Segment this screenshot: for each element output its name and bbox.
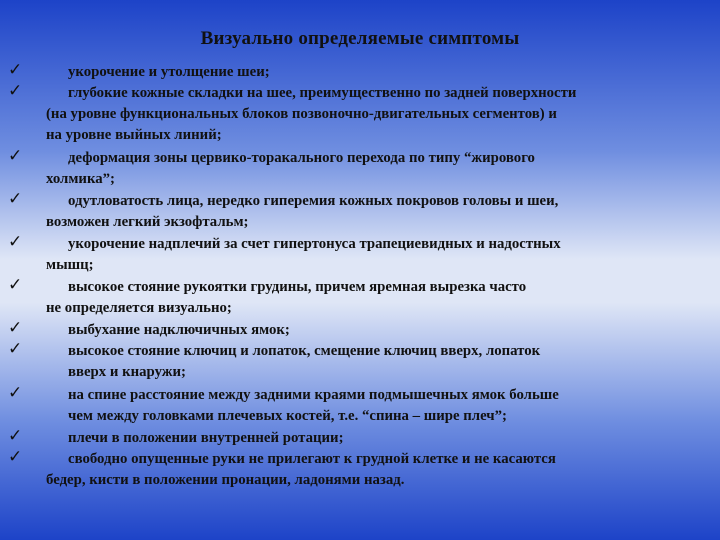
symptom-text: выбухание надключичных ямок; [68,322,290,338]
symptom-text: свободно опущенные руки не прилегают к грудной клетке и не касаются [68,451,556,467]
symptom-text: укорочение надплечий за счет гипертонуса трапециевидных и надостных [68,236,561,252]
symptom-text: на спине расстояние между задними краями подмышечных ямок больше [68,387,559,403]
symptom-text-continued: холмика”; [46,171,115,187]
symptom-text: высокое стояние рукоятки грудины, причем яремная вырезка часто [68,279,527,295]
checkmark-icon: ✓ [8,81,23,101]
checkmark-icon: ✓ [8,318,23,338]
symptom-text-continued: бедер, кисти в положении пронации, ладонями назад. [46,472,405,488]
checkmark-icon: ✓ [8,232,23,252]
symptom-text-continued: вверх и кнаружи; [68,364,186,380]
slide-title: Визуально определяемые симптомы [200,28,520,49]
symptom-text-continued: возможен легкий экзофтальм; [46,214,249,230]
checkmark-icon: ✓ [8,275,23,295]
checkmark-icon: ✓ [8,447,23,467]
symptom-text: высокое стояние ключиц и лопаток, смещение ключиц вверх, лопаток [68,343,541,359]
symptom-text-continued: (на уровне функциональных блоков позвоночно-двигательных сегментов) и [46,106,557,122]
symptom-text: деформация зоны цервико-торакального перехода по типу “жирового [68,150,535,166]
checkmark-icon: ✓ [8,60,23,80]
checkmark-icon: ✓ [8,426,23,446]
checkmark-icon: ✓ [8,146,23,166]
checkmark-icon: ✓ [8,189,23,209]
symptom-text-continued: не определяется визуально; [46,300,232,316]
symptom-text: укорочение и утолщение шеи; [68,64,270,80]
symptom-text: плечи в положении внутренней ротации; [68,430,344,446]
symptom-text-continued: чем между головками плечевых костей, т.е. “спина – шире плеч”; [68,408,507,424]
checkmark-icon: ✓ [8,383,23,403]
symptom-text-continued: мышц; [46,257,94,273]
symptom-text: одутловатость лица, нередко гиперемия кожных покровов головы и шеи, [68,193,559,209]
symptom-text: глубокие кожные складки на шее, преимущественно по задней поверхности [68,85,577,101]
checkmark-icon: ✓ [8,339,23,359]
symptom-text-continued: на уровне выйных линий; [46,127,222,143]
